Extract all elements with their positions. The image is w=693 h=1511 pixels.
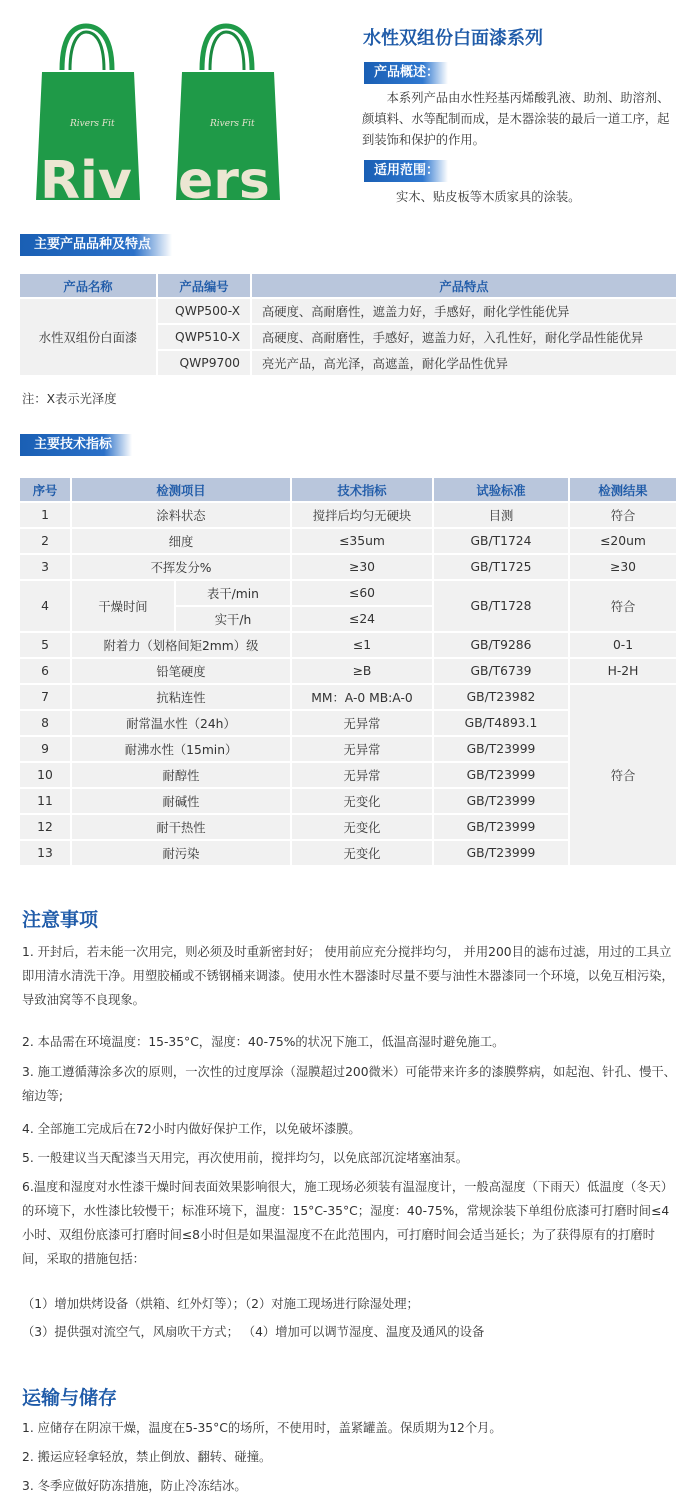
table-row xyxy=(20,633,676,657)
spec-cell: ≤1 xyxy=(292,633,432,657)
standard-cell: GB/T6739 xyxy=(434,659,568,683)
storage-title: 运输与储存 xyxy=(22,1387,118,1409)
header-product-code: 产品编号 xyxy=(158,274,250,297)
item-cell: 耐常温水性（24h） xyxy=(72,711,290,735)
spec-cell: ≥30 xyxy=(292,555,432,579)
spec-cell: ≥B xyxy=(292,659,432,683)
result-cell: 符合 xyxy=(570,581,676,631)
no-cell: 6 xyxy=(20,659,70,683)
table-header-row xyxy=(20,478,676,501)
result-cell: H-2H xyxy=(570,659,676,683)
spec-cell: 无变化 xyxy=(292,815,432,839)
product-code-cell: QWP500-X xyxy=(158,299,250,323)
tote-bag-back-illustration xyxy=(170,22,285,202)
item-cell: 不挥发分% xyxy=(72,555,290,579)
product-name-cell: 水性双组份白面漆 xyxy=(20,299,156,375)
standard-cell: GB/T23999 xyxy=(434,737,568,761)
result-cell: 符合 xyxy=(570,503,676,527)
no-cell: 7 xyxy=(20,685,70,709)
product-feature-cell: 亮光产品，高光泽，高遮盖，耐化学品性优异 xyxy=(252,351,676,375)
table-row xyxy=(20,659,676,683)
bag-big-lettering: ers xyxy=(178,151,270,202)
product-code-cell: QWP510-X xyxy=(158,325,250,349)
merged-result-cell: 符合 xyxy=(570,685,676,865)
sub-item-cell: 表干/min xyxy=(176,581,290,605)
standard-cell: GB/T1725 xyxy=(434,555,568,579)
header-standard: 试验标准 xyxy=(434,478,568,501)
no-cell: 10 xyxy=(20,763,70,787)
item-cell: 耐醇性 xyxy=(72,763,290,787)
table-row xyxy=(20,685,676,709)
table-row xyxy=(20,581,676,605)
notice-item: （1）增加烘烤设备（烘箱、红外灯等）；（2）对施工现场进行除湿处理； xyxy=(22,1297,419,1311)
table-row xyxy=(20,555,676,579)
spec-cell: 无变化 xyxy=(292,841,432,865)
product-feature-cell: 高硬度、高耐磨性，手感好，遮盖力好，入孔性好，耐化学品性能优异 xyxy=(252,325,676,349)
standard-cell: GB/T23999 xyxy=(434,841,568,865)
product-code-cell: QWP9700 xyxy=(158,351,250,375)
product-image xyxy=(30,22,280,202)
item-cell: 干燥时间 xyxy=(72,581,174,631)
header-product-feature: 产品特点 xyxy=(252,274,676,297)
item-cell: 耐干热性 xyxy=(72,815,290,839)
header-test-item: 检测项目 xyxy=(72,478,290,501)
no-cell: 2 xyxy=(20,529,70,553)
notice-title: 注意事项 xyxy=(22,909,99,931)
storage-item: 2. 搬运应轻拿轻放，禁止倒放、翻转、碰撞。 xyxy=(22,1450,272,1464)
spec-cell: ≤35um xyxy=(292,529,432,553)
spec-cell: 搅拌后均匀无硬块 xyxy=(292,503,432,527)
item-cell: 附着力（划格间矩2mm）级 xyxy=(72,633,290,657)
standard-cell: GB/T23999 xyxy=(434,763,568,787)
table-row xyxy=(20,299,676,323)
spec-cell: 无变化 xyxy=(292,789,432,813)
usage-label: 适用范围： xyxy=(364,160,448,182)
spec-cell: MM：A-0 MB:A-0 xyxy=(292,685,432,709)
table-row xyxy=(20,503,676,527)
no-cell: 5 xyxy=(20,633,70,657)
no-cell: 8 xyxy=(20,711,70,735)
notice-item: 3. 施工遵循薄涂多次的原则，一次性的过度厚涂（湿膜超过200微米）可能带来许多的漆膜弊病，如起泡、针孔、慢干、缩边等; xyxy=(22,1065,676,1103)
header-result: 检测结果 xyxy=(570,478,676,501)
spec-cell: 无异常 xyxy=(292,711,432,735)
tech-section-label: 主要技术指标 xyxy=(20,434,132,456)
item-cell: 耐碱性 xyxy=(72,789,290,813)
storage-item: 1. 应储存在阴凉干燥，温度在5-35°C的场所，不使用时，盖紧罐盖。保质期为12个月。 xyxy=(22,1421,502,1435)
no-cell: 4 xyxy=(20,581,70,631)
spec-cell: ≤60 xyxy=(292,581,432,605)
item-cell: 铅笔硬度 xyxy=(72,659,290,683)
overview-text: 本系列产品由水性羟基丙烯酸乳液、助剂、助溶剂、颜填料、水等配制而成，是木器涂装的最后一道工序，起到装饰和保护的作用。 xyxy=(362,91,670,147)
result-cell: 0-1 xyxy=(570,633,676,657)
standard-cell: GB/T9286 xyxy=(434,633,568,657)
item-cell: 抗粘连性 xyxy=(72,685,290,709)
item-cell: 耐沸水性（15min） xyxy=(72,737,290,761)
notice-item: 5. 一般建议当天配漆当天用完，再次使用前，搅拌均匀，以免底部沉淀堵塞油泵。 xyxy=(22,1151,469,1165)
standard-cell: GB/T1724 xyxy=(434,529,568,553)
standard-cell: GB/T1728 xyxy=(434,581,568,631)
spec-cell: 无异常 xyxy=(292,763,432,787)
item-cell: 耐污染 xyxy=(72,841,290,865)
item-cell: 涂料状态 xyxy=(72,503,290,527)
standard-cell: GB/T23999 xyxy=(434,789,568,813)
tote-bag-front-illustration xyxy=(30,22,145,202)
bag-brand-label: Rivers Fit xyxy=(210,119,255,129)
no-cell: 3 xyxy=(20,555,70,579)
no-cell: 1 xyxy=(20,503,70,527)
notice-item: （3）提供强对流空气，风扇吹干方式； （4）增加可以调节湿度、温度及通风的设备 xyxy=(22,1325,485,1339)
sub-item-cell: 实干/h xyxy=(176,607,290,631)
spec-cell: ≤24 xyxy=(292,607,432,631)
header-no: 序号 xyxy=(20,478,70,501)
result-cell: ≤20um xyxy=(570,529,676,553)
bag-big-lettering: Riv xyxy=(40,151,132,202)
series-title: 水性双组份白面漆系列 xyxy=(363,28,543,49)
table-row xyxy=(20,529,676,553)
variety-section-label: 主要产品品种及特点 xyxy=(20,234,172,256)
no-cell: 12 xyxy=(20,815,70,839)
variety-table xyxy=(18,272,678,377)
overview-label: 产品概述： xyxy=(364,62,448,84)
no-cell: 13 xyxy=(20,841,70,865)
no-cell: 11 xyxy=(20,789,70,813)
table-header-row xyxy=(20,274,676,297)
notice-item: 4. 全部施工完成后在72小时内做好保护工作，以免破坏漆膜。 xyxy=(22,1122,361,1136)
usage-text: 实木、贴皮板等木质家具的涂装。 xyxy=(396,190,581,204)
tech-spec-table xyxy=(18,476,678,867)
header-spec: 技术指标 xyxy=(292,478,432,501)
standard-cell: GB/T4893.1 xyxy=(434,711,568,735)
notice-item: 6.温度和湿度对水性漆干燥时间表面效果影响很大，施工现场必须装有温湿度计，一般高湿度（下雨天）低温度（冬天）的环境下，水性漆比较慢干；标准环境下，温度：15°C-35°C；湿度：40-75%，常规涂装下单组份底漆可打磨时间≤4小时、双组份底漆可打磨时间≤8小时但是如果温湿度不在此范围内，可打磨时间会适当延长；为了获得原有的打磨时间，采取的措施包括： xyxy=(22,1180,674,1266)
gloss-note: 注：X表示光泽度 xyxy=(22,392,117,406)
item-cell: 细度 xyxy=(72,529,290,553)
standard-cell: GB/T23982 xyxy=(434,685,568,709)
header-product-name: 产品名称 xyxy=(20,274,156,297)
storage-item: 3. 冬季应做好防冻措施，防止冷冻结冰。 xyxy=(22,1479,247,1493)
notice-item: 2. 本品需在环境温度：15-35°C，湿度：40-75%的状况下施工，低温高湿时避免施工。 xyxy=(22,1035,505,1049)
product-feature-cell: 高硬度、高耐磨性，遮盖力好，手感好，耐化学性能优异 xyxy=(252,299,676,323)
spec-cell: 无异常 xyxy=(292,737,432,761)
notice-item: 1. 开封后，若未能一次用完，则必须及时重新密封好； 使用前应充分搅拌均匀， 并用200目的滤布过滤，用过的工具立即用清水清洗干净。用塑胶桶或不锈钢桶来调漆。使用水性木器漆时尽量不要与油性木器漆同一个环境，以免互相污染，导致油窝等不良现象。 xyxy=(22,945,674,1007)
bag-brand-label: Rivers Fit xyxy=(70,119,115,129)
standard-cell: GB/T23999 xyxy=(434,815,568,839)
standard-cell: 目测 xyxy=(434,503,568,527)
no-cell: 9 xyxy=(20,737,70,761)
result-cell: ≥30 xyxy=(570,555,676,579)
